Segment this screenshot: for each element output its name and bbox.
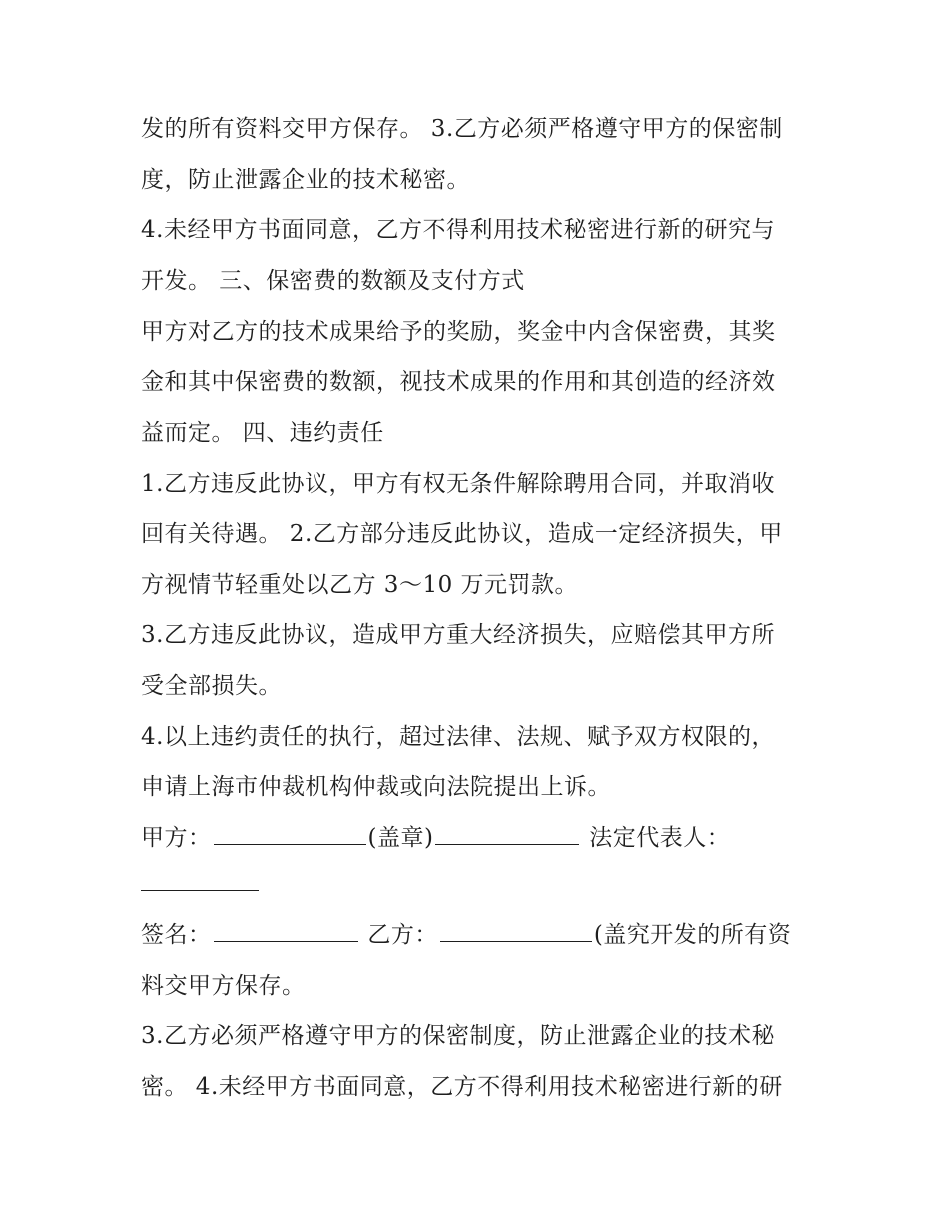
body-line-13: 4.以上违约责任的执行，超过法律、法规、赋予双方权限的， <box>141 724 775 750</box>
body-line-14: 申请上海市仲裁机构仲裁或向法院提出上诉。 <box>141 774 611 800</box>
legal-rep-blank-line <box>141 864 261 904</box>
signature-blank <box>214 919 358 942</box>
body-line-10: 方视情节轻重处以乙方 3～10 万元罚款。 <box>141 572 579 598</box>
tail-line-1: 料交甲方保存。 <box>141 973 306 999</box>
signature-line-party-b <box>141 915 791 955</box>
body-line-9: 回有关待遇。 2.乙方部分违反此协议，造成一定经济损失，甲 <box>141 521 783 547</box>
body-line-11: 3.乙方违反此协议，造成甲方重大经济损失，应赔偿其甲方所 <box>141 622 775 648</box>
legal-rep-blank <box>141 868 259 891</box>
body-line-2: 度，防止泄露企业的技术秘密。 <box>141 167 470 193</box>
body-line-4: 开发。 三、保密费的数额及支付方式 <box>141 268 525 294</box>
tail-line-3: 密。 4.未经甲方书面同意，乙方不得利用技术秘密进行新的研 <box>141 1074 783 1100</box>
seal-label: (盖章) <box>367 825 434 851</box>
seal-blank <box>435 822 579 845</box>
body-line-1: 发的所有资料交甲方保存。 3.乙方必须严格遵守甲方的保密制 <box>141 116 783 142</box>
signature-label: 签名： <box>141 922 212 948</box>
body-line-6: 金和其中保密费的数额，视技术成果的作用和其创造的经济效 <box>141 369 776 395</box>
tail-line-2: 3.乙方必须严格遵守甲方的保密制度，防止泄露企业的技术秘 <box>141 1023 775 1049</box>
body-line-12: 受全部损失。 <box>141 673 282 699</box>
body-line-8: 1.乙方违反此协议，甲方有权无条件解除聘用合同，并取消收 <box>141 471 775 497</box>
party-b-label: 乙方： <box>367 922 438 948</box>
party-a-blank <box>214 822 366 845</box>
party-b-blank <box>440 919 592 942</box>
trailing-text: (盖究开发的所有资 <box>593 922 792 948</box>
body-line-7: 益而定。 四、违约责任 <box>141 420 384 446</box>
legal-rep-label: 法定代表人： <box>589 825 731 851</box>
party-a-label: 甲方： <box>141 825 212 851</box>
body-line-5: 甲方对乙方的技术成果给予的奖励，奖金中内含保密费，其奖 <box>141 319 776 345</box>
body-line-3: 4.未经甲方书面同意，乙方不得利用技术秘密进行新的研究与 <box>141 217 775 243</box>
signature-line-party-a <box>141 818 730 858</box>
